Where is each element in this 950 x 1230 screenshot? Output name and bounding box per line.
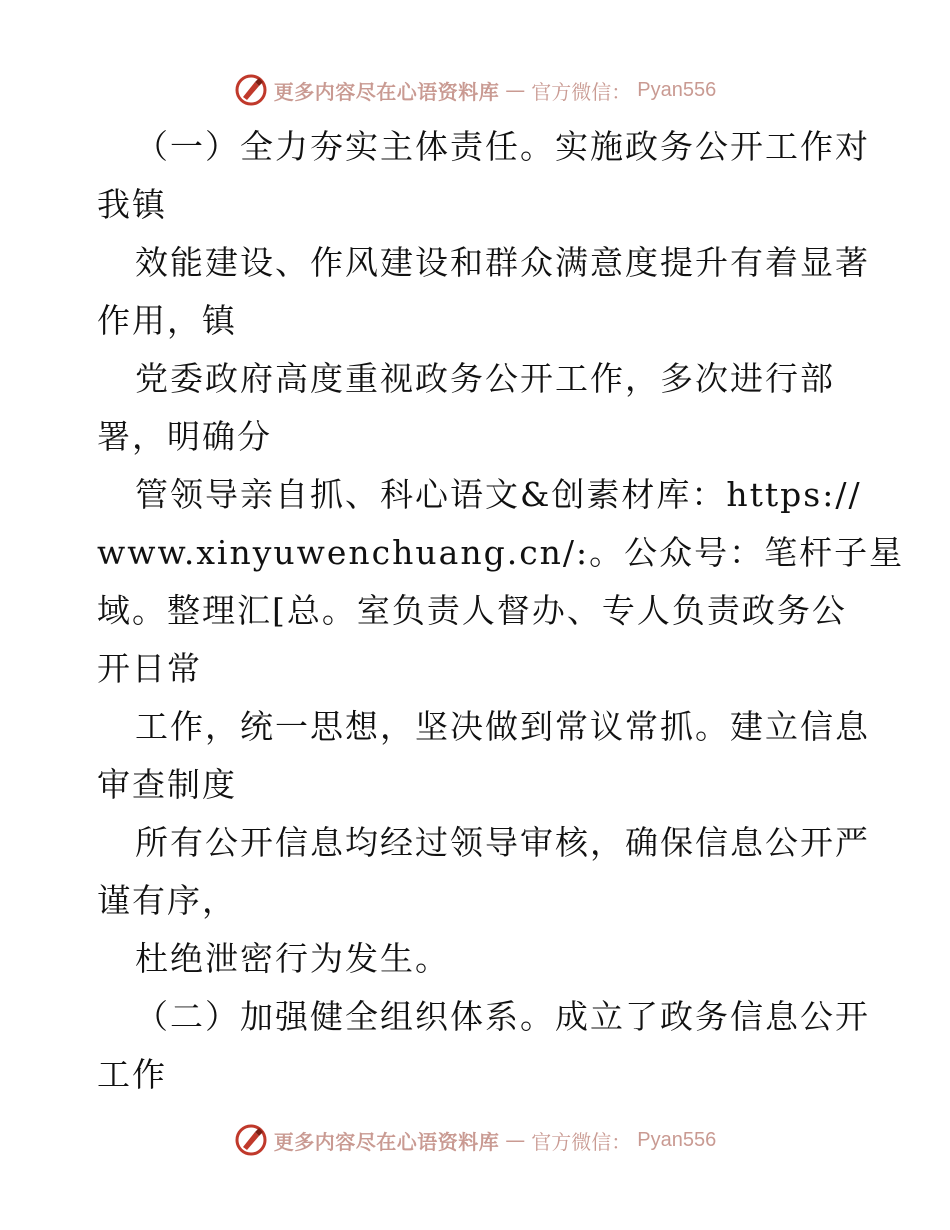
body-line: 署，明确分 <box>97 417 272 456</box>
footer-wechat-label: 官方微信： <box>531 1129 632 1154</box>
body-line: 谨有序， <box>97 881 237 920</box>
footer-wechat-id: Pyan556 <box>637 1128 717 1151</box>
footer-brand-text: 更多内容尽在心语资料库 <box>273 1129 500 1154</box>
body-line: （二）加强健全组织体系。成立了政务信息公开 <box>135 997 870 1036</box>
body-line: 所有公开信息均经过领导审核，确保信息公开严 <box>135 823 870 862</box>
body-line: 工作 <box>97 1055 167 1094</box>
body-line: www.xinyuwenchuang.cn/:。公众号：笔杆子星 <box>97 533 905 572</box>
body-line: 审查制度 <box>97 765 237 804</box>
body-line: 作用，镇 <box>97 301 237 340</box>
footer-watermark <box>0 1120 950 1160</box>
body-line: 工作，统一思想，坚决做到常议常抓。建立信息 <box>135 707 870 746</box>
document-body <box>97 118 905 1104</box>
body-line: 域。整理汇[总。室负责人督办、专人负责政务公 <box>97 591 847 630</box>
header-watermark <box>0 70 950 110</box>
body-line: 党委政府高度重视政务公开工作，多次进行部 <box>135 359 835 398</box>
body-line: 开日常 <box>97 649 202 688</box>
header-separator: — <box>505 78 526 102</box>
logo-icon <box>234 1123 268 1157</box>
body-line: 我镇 <box>97 185 167 224</box>
body-line: （一）全力夯实主体责任。实施政务公开工作对 <box>135 127 870 166</box>
body-line: 管领导亲自抓、科心语文&创素材库：https:// <box>135 475 862 514</box>
body-line: 效能建设、作风建设和群众满意度提升有着显著 <box>135 243 870 282</box>
logo-icon <box>234 73 268 107</box>
footer-separator: — <box>505 1128 526 1152</box>
body-line: 杜绝泄密行为发生。 <box>135 939 450 978</box>
header-brand-text: 更多内容尽在心语资料库 <box>273 79 500 104</box>
header-wechat-label: 官方微信： <box>531 79 632 104</box>
header-wechat-id: Pyan556 <box>637 78 717 101</box>
